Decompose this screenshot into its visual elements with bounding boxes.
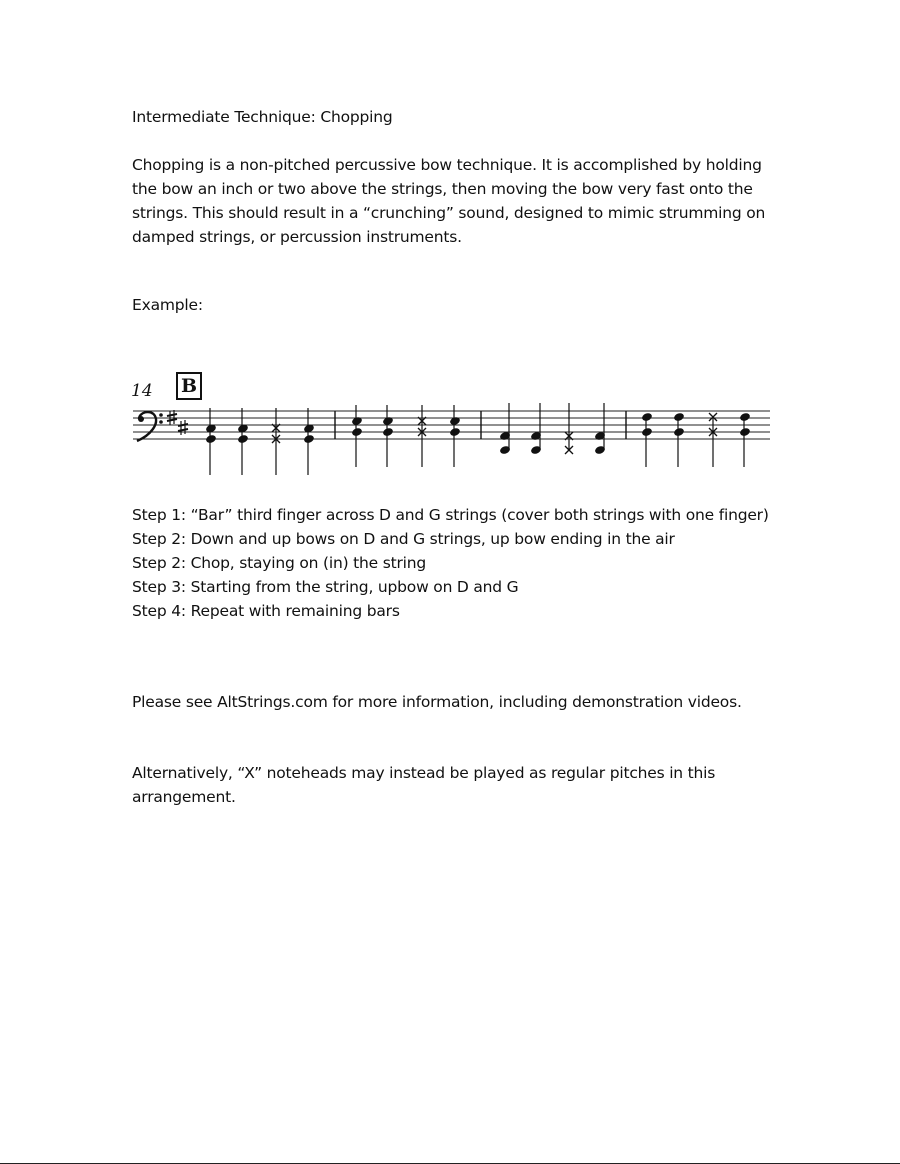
step-item: Step 3: Starting from the string, upbow on D and G — [132, 578, 519, 596]
measure-2 — [351, 405, 461, 467]
more-info-text: Please see AltStrings.com for more information, including demonstration videos. — [132, 693, 742, 711]
step-item: Step 1: “Bar” third finger across D and G strings (cover both strings with one finger) — [132, 506, 769, 524]
bass-clef-icon — [137, 412, 163, 441]
step-item: Step 2: Chop, staying on (in) the string — [132, 554, 427, 572]
measure-number: 14 — [131, 381, 153, 401]
rehearsal-mark-letter: B — [180, 375, 198, 397]
example-label-text: Example: — [132, 296, 203, 314]
step-item: Step 2: Down and up bows on D and G strings, up bow ending in the air — [132, 530, 675, 548]
x-notehead-chord — [709, 413, 717, 467]
x-notehead-chord — [418, 405, 426, 467]
chord-note — [449, 405, 461, 467]
heading-text: Intermediate Technique: Chopping — [132, 108, 393, 126]
more-info-paragraph — [132, 690, 772, 714]
intro-text: Chopping is a non-pitched percussive bow technique. It is accomplished by holding the bow an inch or two above the strings, then moving the bow very fast onto the strings. This should result in a “crunching” sound, designed to mimic strumming on damped strings, or percussion instruments. — [132, 156, 766, 246]
step-item: Step 4: Repeat with remaining bars — [132, 602, 400, 620]
page-heading — [132, 105, 772, 129]
music-staff-example — [125, 365, 785, 475]
alternative-note-text: Alternatively, “X” noteheads may instead be played as regular pitches in this arrangement. — [132, 764, 716, 806]
intro-paragraph — [132, 153, 772, 249]
steps-list — [132, 503, 772, 623]
example-label — [132, 293, 772, 317]
sharp-icon — [178, 420, 188, 435]
chord-note — [382, 405, 394, 467]
alternative-note-paragraph — [132, 761, 772, 809]
key-signature-sharps — [167, 410, 188, 435]
chord-note — [351, 405, 363, 467]
